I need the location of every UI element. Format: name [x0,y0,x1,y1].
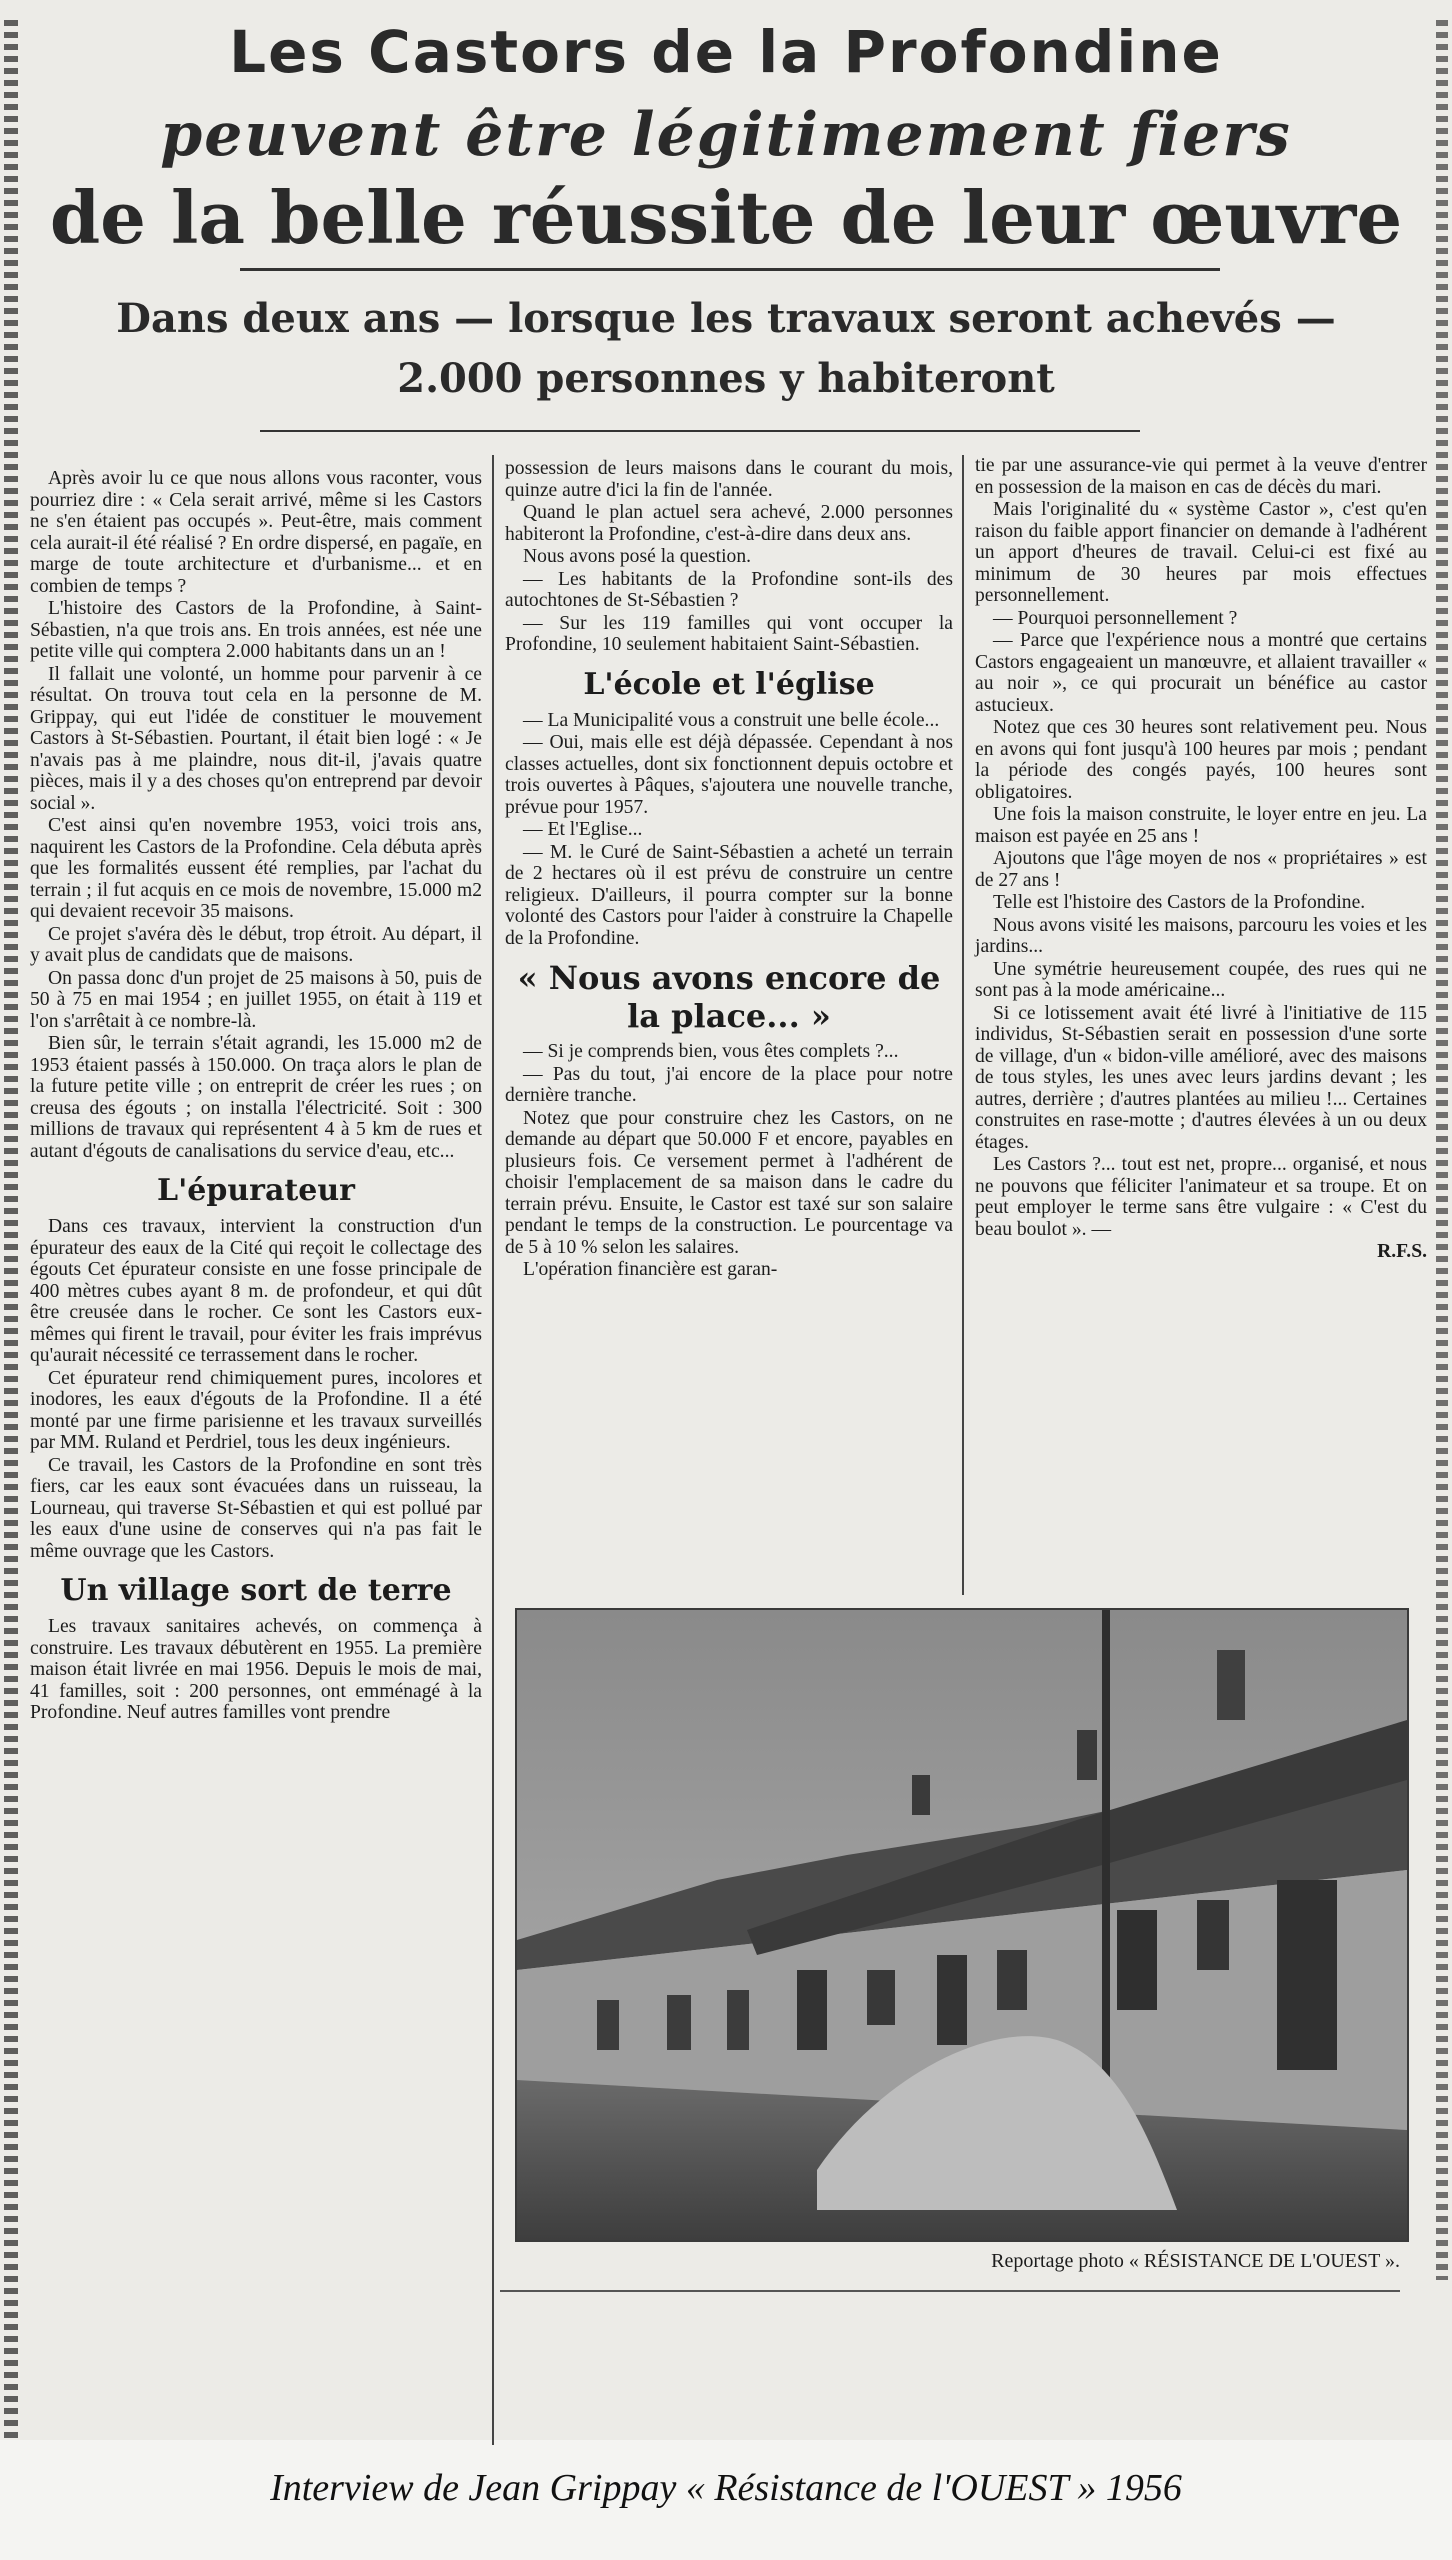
paragraph: Bien sûr, le terrain s'était agrandi, les 15.000 m2 de 1953 étaient passés à 150.000. On traça alors le plan de la future petite ville ; on entreprit de créer les rues ; on creusa des égouts ; on installa l'électricité. Soit : 300 millions de travaux qui représentent 4 à 5 km de rues et autant d'égouts de canalisations du service d'eau, etc... [30,1033,482,1162]
paragraph: — Oui, mais elle est déjà dépassée. Cependant à nos classes actuelles, dont six fonctionnent depuis octobre et trois ouvertes à Pâques, s'ajoutera une nouvelle tranche, prévue pour 1957. [505,732,953,818]
paragraph: Telle est l'histoire des Castors de la Profondine. [993,892,1366,913]
headline-rule [240,268,1220,271]
paragraph: Les Castors ?... tout est net, propre... organisé, et nous ne pouvons que féliciter l'animateur et sa troupe. Et on peut employer le terme sans être vulgaire : « C'est du beau boulot ». — [975,1154,1427,1240]
paragraph: Notez que ces 30 heures sont relativement peu. Nous en avons qui font jusqu'à 100 heures par mois ; pendant la période des congés payés, 100 heures sont obligatoires. [975,717,1427,803]
section-heading-ecole: L'école et l'église [583,666,875,702]
paragraph: — Si je comprends bien, vous êtes complets ?... [523,1041,899,1062]
headline-line-2: peuvent être légitimement fiers [160,100,1292,170]
paragraph: Il fallait une volonté, un homme pour parvenir à ce résultat. On trouva tout cela en la personne de M. Grippay, qui eut l'idée de constituer le mouvement Castors à St-Sébastien. Pourtant, il était bien logé : « Je n'avais pas à me plaindre, nous dit-il, j'avais quatre pièces, mais il y a des choses qu'on entreprend par devoir social ». [30,663,482,814]
section-heading-epurateur: L'épurateur [157,1173,355,1208]
paragraph: Quand le plan actuel sera achevé, 2.000 personnes habiteront la Profondine, c'est-à-dire dans deux ans. [505,502,953,545]
paragraph: C'est ainsi qu'en novembre 1953, voici trois ans, naquirent les Castors de la Profondine. Cela débuta après que les formalités eussent été remplies, par l'achat du terrain ; il fut acquis en ce mois de novembre, 15.000 m2 qui devaient recevoir 35 maisons. [30,815,482,922]
paragraph: Une symétrie heureusement coupée, des rues qui ne sont pas à la mode américaine... [975,958,1427,1001]
houses-photo-image [517,1610,1407,2240]
paragraph: possession de leurs maisons dans le courant du mois, quinze autre d'ici la fin de l'année. [505,458,953,501]
headline-line-3: de la belle réussite de leur œuvre [49,175,1403,260]
paragraph: L'histoire des Castors de la Profondine, à Saint-Sébastien, n'a que trois ans. En trois années, est née une petite ville qui comptera 2.000 habitants dans un an ! [30,598,482,662]
paragraph: tie par une assurance-vie qui permet à la veuve d'entrer en possession de la maison en cas de décès du mari. [975,455,1427,498]
column-divider-1 [492,455,494,2445]
author-signature: R.F.S. [1377,1241,1427,1262]
section-heading-place: « Nous avons encore de la place... » [517,959,941,1035]
paragraph: Après avoir lu ce que nous allons vous raconter, vous pourriez dire : « Cela serait arrivé, même si les Castors ne s'en étaient pas occupés ». Peut-être, mais comment cela aurait-il été réalisé ? En ordre dispersé, en pagaïe, en marge de toute architecture et d'urbanisme... et en combien de temps ? [30,468,482,597]
paragraph: Cet épurateur rend chimiquement pures, incolores et inodores, les eaux d'égouts de la Profondine. Il a été monté par une firme parisienne et les travaux surveillés par MM. Ruland et Perdriel, tous les deux ingénieurs. [30,1367,482,1453]
subhead-line-2: 2.000 personnes y habiteront [397,355,1055,402]
photo-caption: Reportage photo « RÉSISTANCE DE L'OUEST ». [991,2250,1400,2272]
section-heading-village: Un village sort de terre [60,1573,452,1608]
paragraph: — Et l'Eglise... [523,819,643,840]
paragraph: Ajoutons que l'âge moyen de nos « propriétaires » est de 27 ans ! [975,848,1427,891]
dotted-border-left [4,20,18,2440]
article-column-2 [505,458,953,1282]
paragraph: Nous avons posé la question. [523,546,752,567]
paragraph: Dans ces travaux, intervient la construction d'un épurateur des eaux de la Cité qui reçoit le collectage des égouts Cet épurateur consiste en une fosse principale de 400 mètres cubes ayant 8 m. de profondeur, et qui dût être creusée dans le rocher. Ce sont les Castors eux-mêmes qui firent le travail, pour éviter les frais imprévus qu'aurait nécessité ce terrassement dans le rocher. [30,1216,482,1366]
article-column-3 [975,455,1427,1263]
headline-line-1: Les Castors de la Profondine [229,18,1223,86]
paragraph: — Parce que l'expérience nous a montré que certains Castors engageaient un manœuvre, et allaient travailler « au noir », ce qui procurait un bénéfice au castor astucieux. [975,630,1427,716]
bottom-rule [500,2290,1400,2292]
subhead-line-1: Dans deux ans — lorsque les travaux seront achevés — [116,295,1336,342]
dotted-border-right [1436,20,1448,2280]
paragraph: Ce projet s'avéra dès le début, trop étroit. Au départ, il y avait plus de candidats que de maisons. [30,923,482,966]
paragraph: — Sur les 119 familles qui vont occuper la Profondine, 10 seulement habitaient Saint-Sébastien. [505,612,953,655]
footer-caption: Interview de Jean Grippay « Résistance de l'OUEST » 1956 [270,2467,1182,2509]
paragraph: On passa donc d'un projet de 25 maisons à 50, puis de 50 à 75 en mai 1954 ; en juillet 1955, on était à 119 et l'on s'arrêtait à ce nombre-là. [30,967,482,1032]
paragraph: — M. le Curé de Saint-Sébastien a acheté un terrain de 2 hectares où il est prévu de construire un centre religieux. D'ailleurs, il pourra compter sur la bonne volonté des Castors pour l'aider à construire la Chapelle de la Profondine. [505,841,953,949]
paragraph: Ce travail, les Castors de la Profondine en sont très fiers, car les eaux sont évacuées dans un ruisseau, la Lourneau, qui traverse St-Sébastien et qui est pollué par les eaux d'une usine de conserves qui n'a pas fait le même ouvrage que les Castors. [30,1454,482,1562]
paragraph: — Pas du tout, j'ai encore de la place pour notre dernière tranche. [505,1063,953,1106]
paragraph: Nous avons visité les maisons, parcouru les voies et les jardins... [975,914,1427,957]
paragraph: Une fois la maison construite, le loyer entre en jeu. La maison est payée en 25 ans ! [975,804,1427,847]
paragraph: — Pourquoi personnellement ? [993,607,1238,629]
paragraph: Les travaux sanitaires achevés, on commença à construire. Les travaux débutèrent en 1955. La première maison était livrée en mai 1956. Depuis le mois de mai, 41 familles, soit : 200 personnes, ont emménagé à la Profondine. Neuf autres familles vont prendre [30,1616,482,1723]
paragraph: — La Municipalité vous a construit une belle école... [523,709,940,731]
paragraph: Si ce lotissement avait été livré à l'initiative de 115 individus, St-Sébastien serait en possession d'une sorte de village, d'un « bidon-ville amélioré, avec des maisons de tous styles, les unes avec leurs jardins devant ; les autres, derrière ; d'autres plantées au milieu !... Certaines construites en rase-motte ; d'autres élevées à un ou deux étages. [975,1002,1427,1153]
paragraph: Notez que pour construire chez les Castors, on ne demande au départ que 50.000 F et encore, payables en plusieurs fois. Ce versement permet à l'adhérent de choisir l'emplacement de sa maison dans le cadre du terrain prévu. Ensuite, le Castor est taxé sur son salaire pendant le temps de la construction. Le pourcentage va de 5 à 10 % selon les salaires. [505,1107,953,1258]
paragraph: L'opération financière est garan- [523,1259,778,1280]
paragraph: — Les habitants de la Profondine sont-ils des autochtones de St-Sébastien ? [505,568,953,611]
column-divider-2 [962,455,964,1595]
paragraph: Mais l'originalité du « système Castor », c'est qu'en raison du faible apport financier on demande à l'adhérent un apport d'heures de travail. Celui-ci est fixé au minimum de 30 heures par mois effectues personnellement. [975,499,1427,606]
subhead-rule [260,430,1140,432]
houses-photograph [515,1608,1409,2242]
article-column-1 [30,468,482,1725]
